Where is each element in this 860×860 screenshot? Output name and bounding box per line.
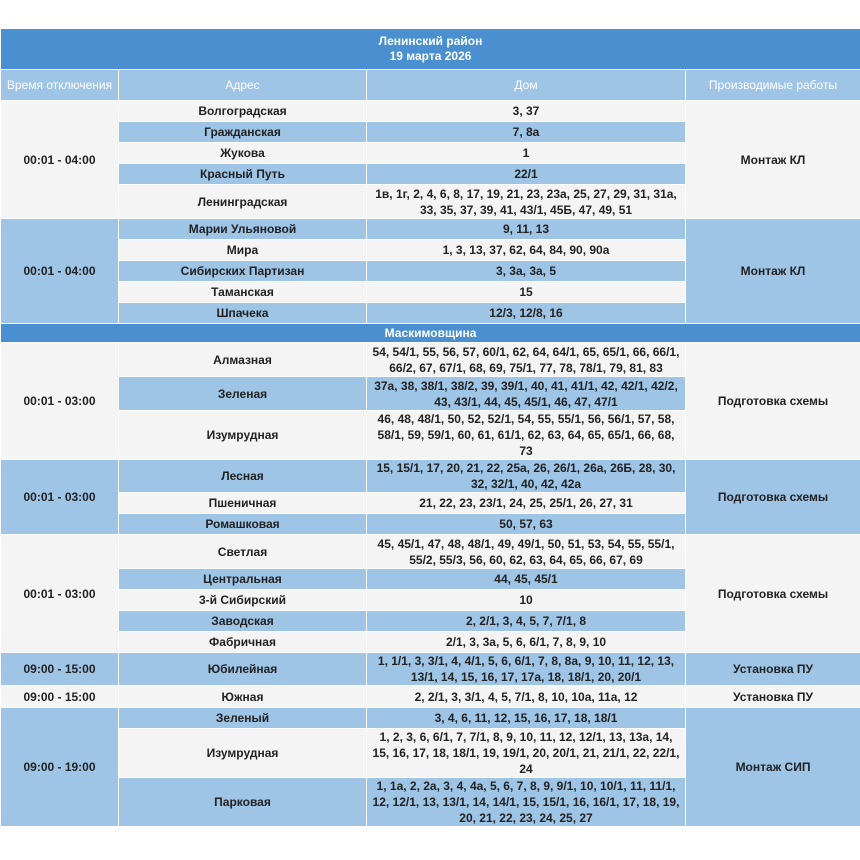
street-name: Южная [119,686,367,708]
table-row [1,101,860,122]
outage-time: 00:01 - 04:00 [1,101,119,219]
house-numbers: 2, 2/1, 3, 3/1, 4, 5, 7/1, 8, 10, 10а, 11а, 12 [367,686,686,708]
street-name: Светлая [119,535,367,569]
street-name: Зеленый [119,708,367,729]
section-title: Маскимовщина [1,324,860,343]
house-numbers: 15 [367,282,686,303]
street-name: Фабричная [119,632,367,653]
house-numbers: 1, 1/1, 3, 3/1, 4, 4/1, 5, 6, 6/1, 7, 8, 8а, 9, 10, 11, 12, 13, 13/1, 14, 15, 16, 17, 17а, 18, 18/1, 20, 20/1 [367,653,686,686]
house-numbers: 22/1 [367,164,686,185]
house-numbers: 46, 48, 48/1, 50, 52, 52/1, 54, 55, 55/1, 56, 56/1, 57, 58, 58/1, 59, 59/1, 60, 61, 61/1, 62, 63, 64, 65, 65/1, 66, 68, 73 [367,411,686,460]
work-type: Монтаж СИП [686,708,860,827]
street-name: Юбилейная [119,653,367,686]
house-numbers: 2/1, 3, 3а, 5, 6, 6/1, 7, 8, 9, 10 [367,632,686,653]
house-numbers: 10 [367,590,686,611]
street-name: Лесная [119,460,367,493]
work-type: Подготовка схемы [686,460,860,535]
street-name: Таманская [119,282,367,303]
work-type: Монтаж КЛ [686,219,860,324]
table-title [1,29,860,70]
outage-schedule [0,28,860,827]
table-row [1,686,860,708]
title-row [1,29,860,70]
work-type: Подготовка схемы [686,343,860,460]
street-name: Зеленая [119,377,367,411]
house-numbers: 12/3, 12/8, 16 [367,303,686,324]
street-name: Гражданская [119,122,367,143]
schedule-date: 19 марта 2026 [389,49,472,63]
house-numbers: 7, 8а [367,122,686,143]
house-numbers: 3, 37 [367,101,686,122]
header-house: Дом [367,70,686,101]
street-name: Алмазная [119,343,367,377]
work-type: Подготовка схемы [686,535,860,653]
table-row [1,460,860,493]
section-row [1,324,860,343]
table-row [1,535,860,569]
table-row [1,653,860,686]
street-name: Марии Ульяновой [119,219,367,240]
work-type: Монтаж КЛ [686,101,860,219]
street-name: Заводская [119,611,367,632]
house-numbers: 45, 45/1, 47, 48, 48/1, 49, 49/1, 50, 51, 53, 54, 55, 55/1, 55/2, 55/3, 56, 60, 62, 63, 64, 65, 66, 67, 69 [367,535,686,569]
street-name: Изумрудная [119,729,367,778]
house-numbers: 1в, 1г, 2, 4, 6, 8, 17, 19, 21, 23, 23а, 25, 27, 29, 31, 31а, 33, 35, 37, 39, 41, 43/1, 45Б, 47, 49, 51 [367,185,686,219]
outage-time: 09:00 - 15:00 [1,686,119,708]
outage-table [0,28,860,827]
outage-time: 00:01 - 03:00 [1,343,119,460]
district-name: Ленинский район [378,34,483,48]
street-name: Мира [119,240,367,261]
header-works: Производимые работы [686,70,860,101]
header-address: Адрес [119,70,367,101]
outage-time: 00:01 - 04:00 [1,219,119,324]
house-numbers: 21, 22, 23, 23/1, 24, 25, 25/1, 26, 27, 31 [367,493,686,514]
table-row [1,343,860,377]
house-numbers: 50, 57, 63 [367,514,686,535]
outage-time: 00:01 - 03:00 [1,460,119,535]
street-name: Парковая [119,778,367,827]
house-numbers: 54, 54/1, 55, 56, 57, 60/1, 62, 64, 64/1, 65, 65/1, 66, 66/1, 66/2, 67, 67/1, 68, 69, 75/1, 77, 78, 78/1, 79, 81, 83 [367,343,686,377]
table-row [1,219,860,240]
house-numbers: 3, 4, 6, 11, 12, 15, 16, 17, 18, 18/1 [367,708,686,729]
street-name: Шпачека [119,303,367,324]
street-name: Изумрудная [119,411,367,460]
house-numbers: 3, 3а, 3а, 5 [367,261,686,282]
house-numbers: 15, 15/1, 17, 20, 21, 22, 25а, 26, 26/1, 26а, 26Б, 28, 30, 32, 32/1, 40, 42, 42а [367,460,686,493]
house-numbers: 1 [367,143,686,164]
street-name: Красный Путь [119,164,367,185]
header-row [1,70,860,101]
outage-time: 00:01 - 03:00 [1,535,119,653]
house-numbers: 1, 1а, 2, 2а, 3, 4, 4а, 5, 6, 7, 8, 9, 9/1, 10, 10/1, 11, 11/1, 12, 12/1, 13, 13/1, 14, 14/1, 15, 15/1, 16, 16/1, 17, 18, 19, 20, 21, 22, 23, 24, 25, 27 [367,778,686,827]
work-type: Установка ПУ [686,686,860,708]
street-name: Ромашковая [119,514,367,535]
street-name: Пшеничная [119,493,367,514]
header-time: Время отключения [1,70,119,101]
street-name: Жукова [119,143,367,164]
house-numbers: 1, 3, 13, 37, 62, 64, 84, 90, 90а [367,240,686,261]
house-numbers: 1, 2, 3, 6, 6/1, 7, 7/1, 8, 9, 10, 11, 12, 12/1, 13, 13а, 14, 15, 16, 17, 18, 18/1, 19, 19/1, 20, 20/1, 21, 21/1, 22, 22/1, 24 [367,729,686,778]
street-name: 3-й Сибирский [119,590,367,611]
house-numbers: 2, 2/1, 3, 4, 5, 7, 7/1, 8 [367,611,686,632]
work-type: Установка ПУ [686,653,860,686]
outage-time: 09:00 - 19:00 [1,708,119,827]
house-numbers: 44, 45, 45/1 [367,569,686,590]
street-name: Сибирских Партизан [119,261,367,282]
house-numbers: 37а, 38, 38/1, 38/2, 39, 39/1, 40, 41, 41/1, 42, 42/1, 42/2, 43, 43/1, 44, 45, 45/1, 46, 47, 47/1 [367,377,686,411]
street-name: Ленинградская [119,185,367,219]
table-row [1,708,860,729]
street-name: Волгоградская [119,101,367,122]
outage-time: 09:00 - 15:00 [1,653,119,686]
house-numbers: 9, 11, 13 [367,219,686,240]
street-name: Центральная [119,569,367,590]
